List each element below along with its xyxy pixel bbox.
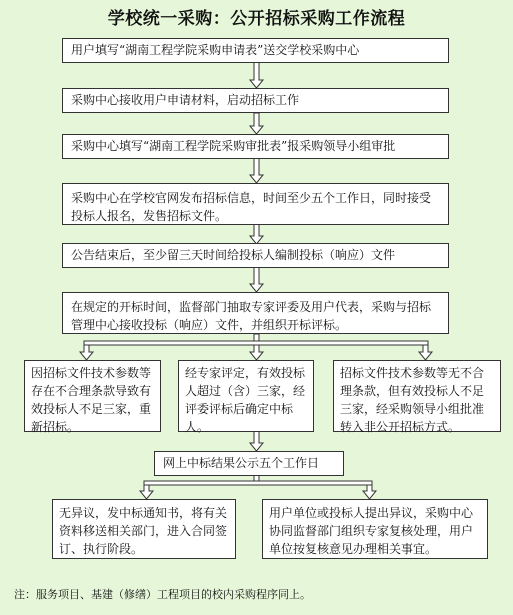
outcome-objection-text: 用户单位或投标人提出异议，采购中心协同监督部门组织专家复核处理，用户单位按复核意见办理相关事宜。 [269, 506, 474, 556]
step-1-box [62, 38, 449, 63]
branch-rebid-box [24, 360, 161, 432]
arrow-step4-step5 [250, 224, 263, 244]
split-bar [84, 341, 428, 345]
arrow-split-branch2 [250, 345, 263, 360]
step-3-text: 采购中心填写“湖南工程学院采购审批表”报采购领导小组审批 [71, 139, 396, 153]
publicity-text: 网上中标结果公示五个工作日 [163, 456, 320, 470]
split-bar-2 [144, 481, 372, 485]
branch-noncompetitive-text: 招标文件技术参数等无不合理条款，但有效投标人不足三家，经采购领导小组批准转入非公开招标方式。 [340, 366, 485, 434]
arrow-split-outcome2 [363, 485, 376, 499]
outcome-no-objection-text: 无异议，发中标通知书，将有关资料移送相关部门，进入合同签订、执行阶段。 [59, 506, 228, 556]
step-2-text: 采购中心接收用户申请材料，启动招标工作 [71, 93, 300, 107]
branch-rebid-text: 因招标文件技术参数等存在不合理条款导致有效投标人不足三家，重新招标。 [31, 366, 152, 434]
step-3-box [62, 134, 449, 159]
footnote: 注：服务项目、基建（修缮）工程项目的校内采购程序同上。 [14, 588, 311, 601]
step-6-text: 在规定的开标时间，监督部门抽取专家评委及用户代表，采购与招标管理中心接收投标（响应）文件，并组织开标评标。 [71, 300, 432, 332]
arrow-step2-step3 [250, 113, 263, 134]
arrow-split-branch1 [80, 345, 93, 360]
outcome-objection-box [262, 499, 488, 559]
step-4-box [62, 183, 449, 225]
arrow-split-branch3 [419, 345, 432, 360]
arrow-step3-step4 [250, 158, 263, 183]
outcome-no-objection-box [52, 499, 236, 559]
step-5-text: 公告结束后，至少留三天时间给投标人编制投标（响应）文件 [71, 248, 396, 262]
publicity-box [154, 451, 344, 476]
arrow-branch2-publicity [250, 431, 263, 451]
branch-award-box [178, 360, 314, 432]
arrow-step6-split [254, 334, 259, 341]
branch-award-text: 经专家评定，有效投标人超过（含）三家，经评委评标后确定中标人。 [185, 366, 306, 434]
step-1-text: 用户填写“湖南工程学院采购申请表”送交学校采购中心 [71, 43, 360, 57]
step-2-box [62, 88, 449, 113]
step-6-box [62, 292, 449, 334]
arrow-step1-step2 [250, 62, 263, 88]
branch-noncompetitive-box [333, 360, 501, 432]
arrow-split-outcome1 [140, 485, 153, 499]
arrow-step5-step6 [250, 267, 263, 292]
step-5-box [62, 243, 449, 268]
step-4-text: 采购中心在学校官网发布招标信息，时间至少五个工作日，同时接受投标人报名，发售招标文件。 [71, 191, 432, 223]
page-title: 学校统一采购：公开招标采购工作流程 [107, 9, 406, 29]
